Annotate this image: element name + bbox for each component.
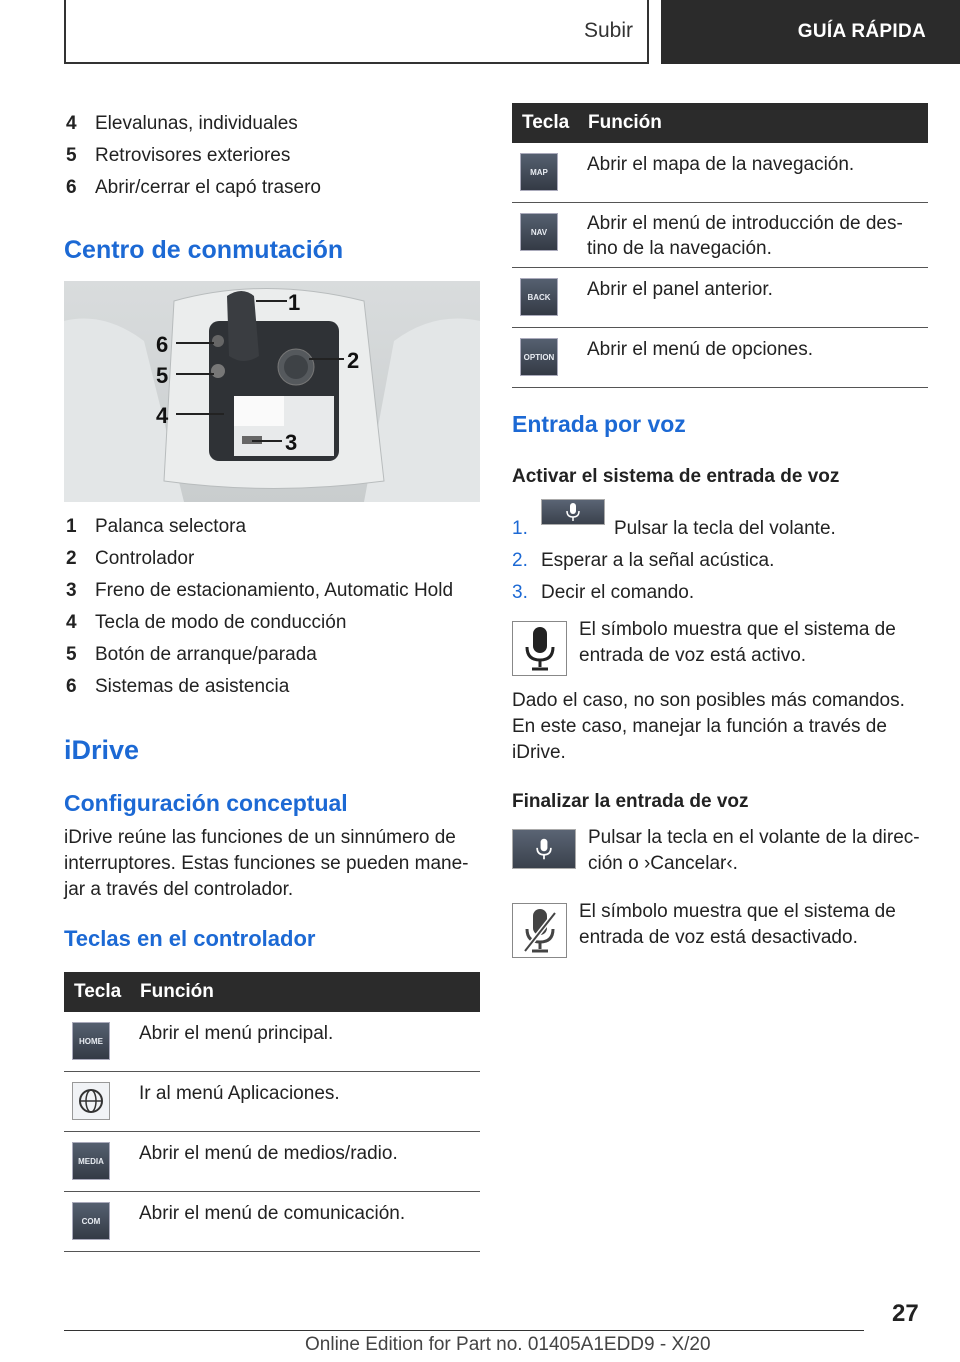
- section-tab-label: GUÍA RÁPIDA: [797, 21, 926, 42]
- item-number: 3: [66, 580, 77, 601]
- finalizar-note: [588, 825, 933, 877]
- step-number: 2.: [512, 550, 528, 571]
- item-number: 2: [66, 548, 77, 569]
- list-item: [66, 675, 476, 699]
- col-tecla: Tecla: [522, 112, 570, 133]
- list-item: [66, 643, 476, 667]
- image-label: 2: [347, 348, 360, 373]
- page-number: 27: [892, 1300, 919, 1327]
- map-key-icon: MAP: [520, 153, 558, 191]
- console-image: [64, 281, 480, 502]
- item-text: Botón de arranque/parada: [95, 644, 317, 665]
- centro-title: Centro de conmutación: [64, 236, 344, 264]
- step-text: Decir el comando.: [541, 582, 695, 603]
- activar-heading: Activar el sistema de entrada de voz: [512, 466, 840, 487]
- subir-label: Subir: [583, 19, 633, 42]
- idrive-title: iDrive: [64, 735, 140, 765]
- item-number: 5: [66, 145, 77, 166]
- note-line: El símbolo muestra que el sistema de: [579, 619, 896, 640]
- list-item: [66, 547, 476, 571]
- row-text: Abrir el menú de comunicación.: [139, 1203, 406, 1224]
- para-line: Dado el caso, no son posibles más comandos.: [512, 690, 905, 711]
- image-label: 1: [288, 290, 301, 315]
- nav-key-icon: NAV: [520, 213, 558, 251]
- item-text: Retrovisores exteriores: [95, 145, 291, 166]
- finalizar-heading: Finalizar la entrada de voz: [512, 791, 749, 812]
- globe-icon: [78, 1088, 104, 1114]
- item-number: 6: [66, 676, 77, 697]
- list-item: [66, 176, 466, 200]
- item-number: 6: [66, 177, 77, 198]
- step-number: 1.: [512, 518, 528, 539]
- row-text: Abrir el menú principal.: [139, 1023, 334, 1044]
- table-row: [512, 143, 928, 203]
- keys-table-right: [512, 103, 928, 388]
- note-line: entrada de voz está activo.: [579, 645, 807, 666]
- item-number: 1: [66, 516, 77, 537]
- step-1: [512, 517, 928, 541]
- com-key-icon: COM: [72, 1202, 110, 1240]
- item-text: Controlador: [95, 548, 195, 569]
- table-row: [64, 1072, 480, 1132]
- step-number: 3.: [512, 582, 528, 603]
- para-line: interruptores. Estas funciones se pueden mane‐: [64, 853, 469, 874]
- image-label: 5: [156, 363, 169, 388]
- image-label: 3: [285, 430, 298, 455]
- step-3: [512, 581, 928, 605]
- para-line: En este caso, manejar la función a través de: [512, 716, 887, 737]
- item-text: Tecla de modo de conducción: [95, 612, 347, 633]
- row-text: Abrir el menú de opciones.: [587, 339, 814, 360]
- item-text: Freno de estacionamiento, Automatic Hold: [95, 580, 454, 601]
- para-line: jar a través del controlador.: [64, 879, 294, 900]
- col-funcion: Función: [140, 981, 214, 1002]
- para-line: iDrive reúne las funciones de un sinnúmero de: [64, 827, 456, 848]
- item-text: Abrir/cerrar el capó trasero: [95, 177, 321, 198]
- footer-divider: [64, 1330, 864, 1331]
- row-text-line: tino de la navegación.: [587, 238, 772, 259]
- globe-icon: [72, 1082, 110, 1120]
- note-line: Pulsar la tecla en el volante de la direc‐: [588, 827, 920, 848]
- voice-inactive-icon: [512, 903, 567, 958]
- step-text: Esperar a la señal acústica.: [541, 550, 775, 571]
- section-tab[interactable]: [661, 0, 960, 64]
- voz-title: Entrada por voz: [512, 411, 686, 437]
- row-text-line: Abrir el menú de introducción de des‐: [587, 213, 903, 234]
- subir-link[interactable]: [64, 0, 649, 64]
- list-item: [66, 611, 476, 635]
- note-line: ción o ›Cancelar‹.: [588, 853, 738, 874]
- row-text: Abrir el menú de medios/radio.: [139, 1143, 398, 1164]
- note-line: entrada de voz está desactivado.: [579, 927, 858, 948]
- keys-table-left: [64, 972, 480, 1252]
- table-header: [512, 103, 928, 143]
- table-row: [64, 1132, 480, 1192]
- col-tecla: Tecla: [74, 981, 122, 1002]
- item-text: Sistemas de asistencia: [95, 676, 290, 697]
- voice-active-icon: [512, 621, 567, 676]
- header-gap: [649, 0, 661, 64]
- image-label: 4: [156, 403, 169, 428]
- list-item: [66, 144, 466, 168]
- home-key-icon: HOME: [72, 1022, 110, 1060]
- microphone-icon: [524, 627, 556, 671]
- note-line: El símbolo muestra que el sistema de: [579, 901, 896, 922]
- row-text: Abrir el panel anterior.: [587, 279, 773, 300]
- col-funcion: Función: [588, 112, 662, 133]
- list-item: [66, 579, 476, 603]
- para-line: iDrive.: [512, 742, 566, 763]
- table-header: [64, 972, 480, 1012]
- list-item: [66, 515, 476, 539]
- microphone-off-icon: [523, 909, 557, 953]
- edition-text: Online Edition for Part no. 01405A1EDD9 - X/20: [305, 1334, 711, 1355]
- table-row: [512, 268, 928, 328]
- idrive-subtitle: Configuración conceptual: [64, 790, 348, 816]
- list-item: [66, 112, 466, 136]
- inactive-note: [579, 899, 929, 951]
- table-row: [512, 328, 928, 388]
- voz-paragraph: [512, 688, 932, 766]
- table-row: [64, 1012, 480, 1072]
- step-text: Pulsar la tecla del volante.: [614, 518, 836, 539]
- back-key-icon: BACK: [520, 278, 558, 316]
- step-2: [512, 549, 928, 573]
- item-text: Elevalunas, individuales: [95, 113, 298, 134]
- microphone-icon: [536, 838, 552, 860]
- item-number: 5: [66, 644, 77, 665]
- table-row: [512, 203, 928, 268]
- item-text: Palanca selectora: [95, 516, 247, 537]
- item-number: 4: [66, 113, 77, 134]
- row-text: Abrir el mapa de la navegación.: [587, 154, 855, 175]
- active-note: [579, 617, 929, 669]
- row-text: Ir al menú Aplicaciones.: [139, 1083, 340, 1104]
- item-number: 4: [66, 612, 77, 633]
- media-key-icon: MEDIA: [72, 1142, 110, 1180]
- row-text: [587, 211, 903, 261]
- mic-button-icon: [512, 829, 576, 869]
- option-key-icon: OPTION: [520, 338, 558, 376]
- image-label: 6: [156, 332, 169, 357]
- idrive-paragraph: [64, 825, 484, 903]
- teclas-title: Teclas en el controlador: [64, 926, 316, 951]
- table-row: [64, 1192, 480, 1252]
- console-illustration: [64, 281, 480, 502]
